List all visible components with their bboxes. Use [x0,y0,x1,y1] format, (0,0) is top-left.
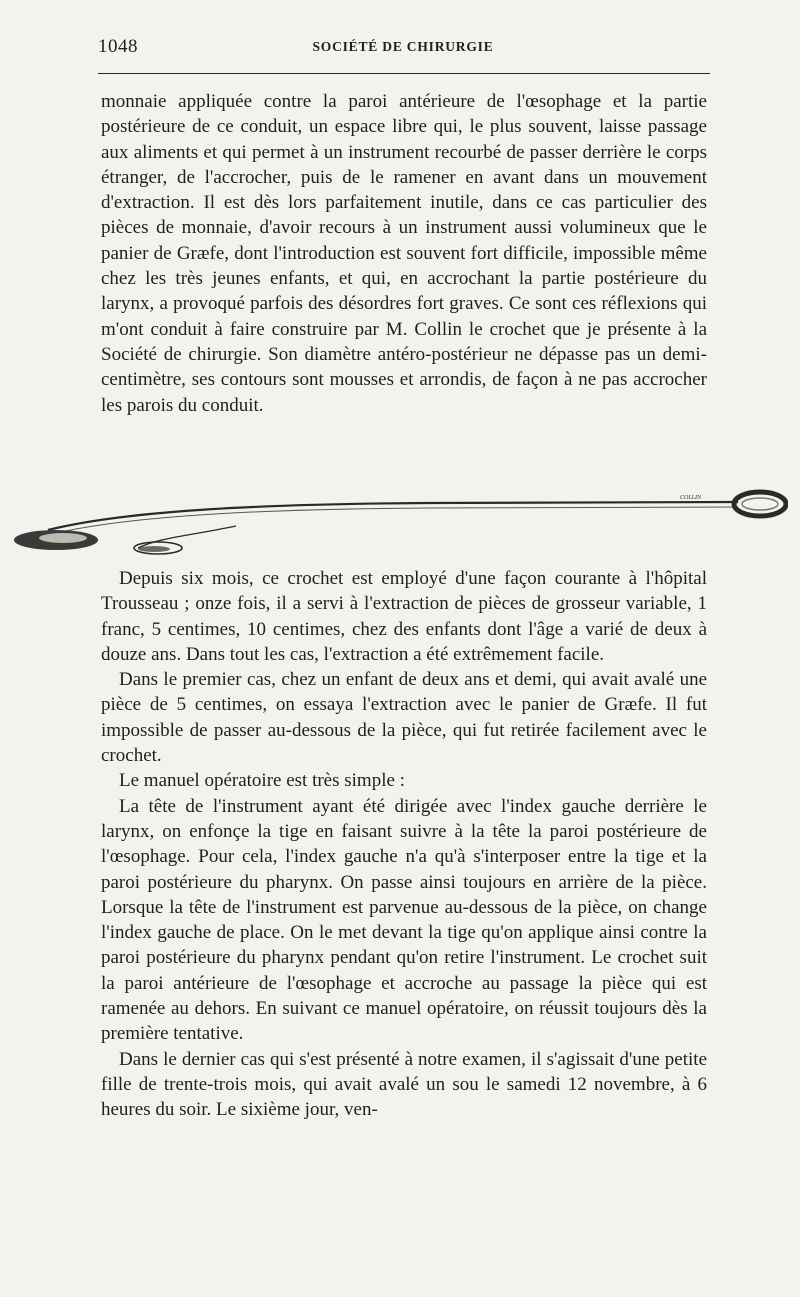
paragraph: Le manuel opératoire est très simple : [119,770,405,792]
instrument-detail-shade [138,546,170,552]
instrument-ring-inner [742,498,778,510]
engraving-mark: COLLIN [680,495,702,501]
paragraph: Dans le premier cas, chez un enfant de deux ans et demi, qui avait avalé une pièce de 5 centimes, on essaya l'extraction avec le panier de Græfe. Il fut impossible de passer au-dessous de la pièce, qui fut retirée facilement avec le crochet. [101,669,707,767]
hook-instrument-illustration [8,482,788,562]
paragraph: monnaie appliquée contre la paroi antérieure de l'œsophage et la partie postérieure de ce conduit, un espace libre qui, le plus souvent, laisse passage aux aliments et qui permet à un instrument recourbé de passer derrière le corps étranger, de l'accrocher, puis de le ramener en avant dans un mouvement d'extraction. Il est dès lors parfaitement inutile, dans ce cas particulier des pièces de monnaie, d'avoir recours à un instrument aussi volumineux que le panier de Græfe, dont l'introduction est souvent fort difficile, impossible même chez les très jeunes enfants, et qui, en accrochant la partie postérieure du larynx, a provoqué parfois des désordres fort graves. Ce sont ces réflexions qui m'ont conduit à faire construire par M. Collin le crochet que je présente à la Société de chirurgie. Son diamètre antéro-postérieur ne dépasse pas un demi-centimètre, ses contours sont mousses et arrondis, de façon à ne pas accrocher les parois du conduit. [101,91,707,416]
instrument-shaft-shadow [52,507,738,534]
page-header [98,36,708,64]
text-block-top [101,89,707,418]
instrument-detail-stem [138,526,236,548]
figure-hook-instrument [8,482,788,562]
instrument-head-highlight [39,533,87,543]
paragraph: Dans le dernier cas qui s'est présenté à notre examen, il s'agissait d'une petite fille de trente-trois mois, qui avait avalé un sou le samedi 12 novembre, à 6 heures du soir. Le sixième jour, ven- [101,1048,707,1121]
header-rule [98,73,710,74]
paragraph: Depuis six mois, ce crochet est employé d'une façon courante à l'hôpital Trousseau ; onze fois, il a servi à l'extraction de pièces de grosseur variable, 1 franc, 5 centimes, 10 centimes, chez des enfants dont l'âge a varié de deux à douze ans. Dans tout les cas, l'extraction a été extrêmement facile. [101,568,707,665]
running-title: SOCIÉTÉ DE CHIRURGIE [312,39,494,54]
text-block-bottom [101,566,707,1123]
instrument-shaft [48,502,738,530]
paragraph: La tête de l'instrument ayant été dirigée avec l'index gauche derrière le larynx, on enfonçe la tige en faisant suivre à la tête la paroi postérieure de l'œsophage. Pour cela, l'index gauche n'a qu'à s'interposer entre la tige et la paroi postérieure du pharynx. On passe ainsi toujours en arrière de la pièce. Lorsque la tête de l'instrument est parvenue au-dessous de la pièce, on change l'index gauche de place. On le met devant la tige qu'on applique ainsi contre la paroi postérieure du pharynx pendant qu'on retire l'instrument. Le crochet suit la paroi antérieure de l'œsophage et accroche au passage la pièce qui est ramenée au dehors. En suivant ce manuel opératoire, on réussit toujours dès la première tentative. [101,795,707,1045]
page-number: 1048 [98,36,138,57]
